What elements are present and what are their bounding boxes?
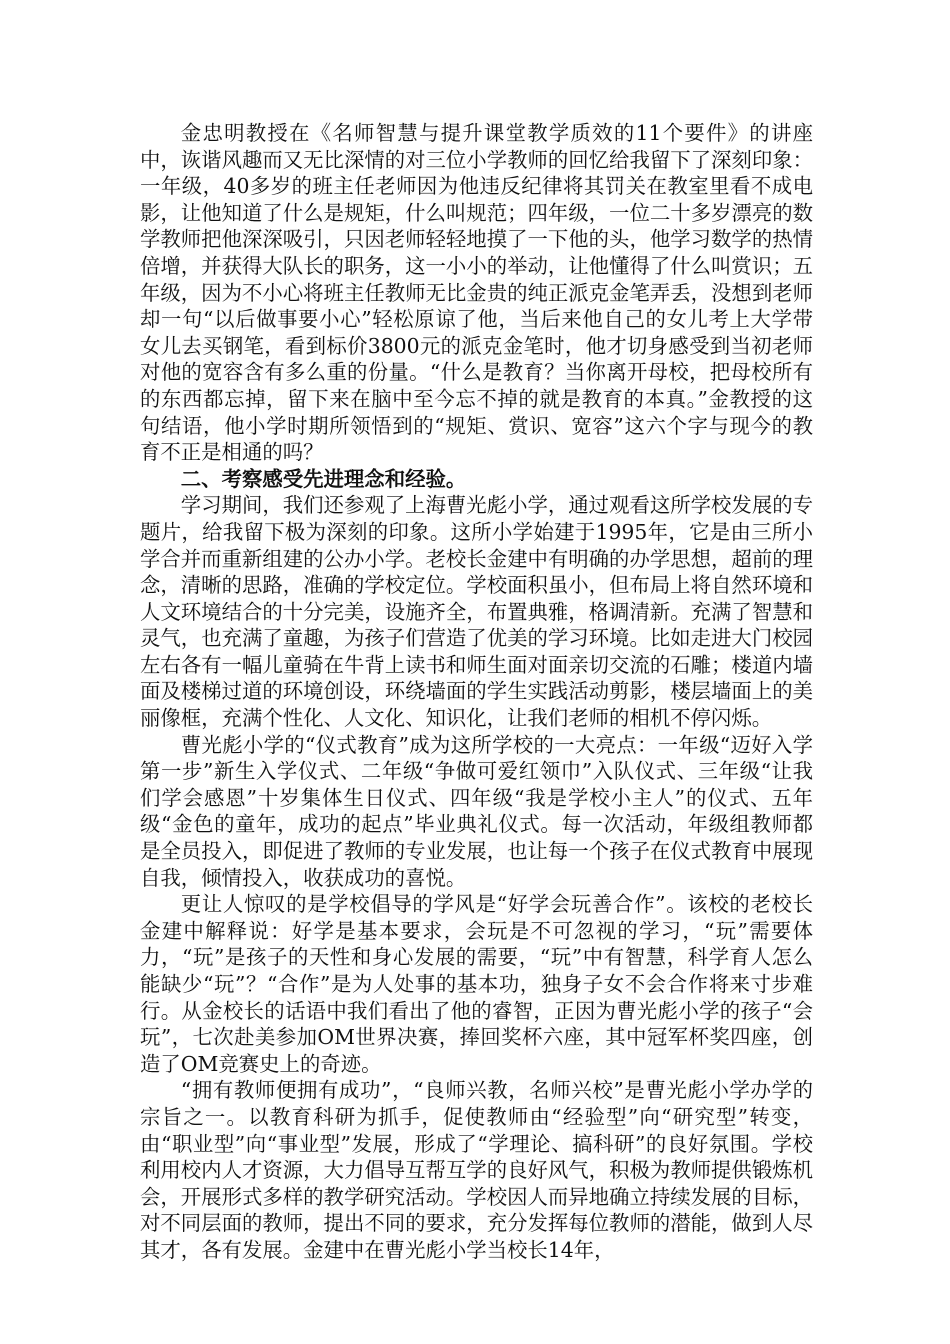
paragraph-teacher-development: “拥有教师便拥有成功”，“良师兴教，名师兴校”是曹光彪小学办学的宗旨之一。以教育科研为抓手，促使教师由“经验型”向“研究型”转变，由“职业型”向“事业型”发展，形成了“学理论、搞科研”的良好氛围。学校利用校内人才资源，大力倡导互帮互学的良好风气，积极为教师提供锻炼机会，开展形式多样的教学研究活动。学校因人而异地确立持续发展的目标，对不同层面的教师，提出不同的要求，充分发挥每位教师的潜能，做到人尽其才，各有发展。金建中在曹光彪小学当校长14年， [140, 1078, 813, 1262]
paragraph-ceremony-education: 曹光彪小学的“仪式教育”成为这所学校的一大亮点：一年级“迈好入学第一步”新生入学仪式、二年级“争做可爱红领巾”入队仪式、三年级“让我们学会感恩”十岁集体生日仪式、四年级“我是学校小主人”的仪式、五年级“金色的童年，成功的起点”毕业典礼仪式。每一次活动，年级组教师都是全员投入，即促进了教师的专业发展，也让每一个孩子在仪式教育中展现自我，倾情投入，收获成功的喜悦。 [140, 732, 813, 890]
paragraph-school-visit: 学习期间，我们还参观了上海曹光彪小学，通过观看这所学校发展的专题片，给我留下极为深刻的印象。这所小学始建于1995年，它是由三所小学合并而重新组建的公办小学。老校长金建中有明确的办学思想，超前的理念，清晰的思路，准确的学校定位。学校面积虽小，但布局上将自然环境和人文环境结合的十分完美，设施齐全，布置典雅，格调清新。充满了智慧和灵气，也充满了童趣，为孩子们营造了优美的学习环境。比如走进大门校园左右各有一幅儿童骑在牛背上读书和师生面对面亲切交流的石雕；楼道内墙面及楼梯过道的环境创设，环绕墙面的学生实践活动剪影，楼层墙面上的美丽像框，充满个性化、人文化、知识化，让我们老师的相机不停闪烁。 [140, 493, 813, 731]
paragraph-lecture-reflection: 金忠明教授在《名师智慧与提升课堂教学质效的11个要件》的讲座中，诙谐风趣而又无比深情的对三位小学教师的回忆给我留下了深刻印象：一年级，40多岁的班主任老师因为他违反纪律将其罚关在教室里看不成电影，让他知道了什么是规矩，什么叫规范；四年级，一位二十多岁漂亮的数学教师把他深深吸引，只因老师轻轻地摸了一下他的头，他学习数学的热情倍增，并获得大队长的职务，这一小小的举动，让他懂得了什么叫赏识；五年级，因为不小心将班主任教师无比金贵的纯正派克金笔弄丢，没想到老师却一句“以后做事要小心”轻松原谅了他，当后来他自己的女儿考上大学带女儿去买钢笔，看到标价3800元的派克金笔时，他才切身感受到当初老师对他的宽容含有多么重的份量。“什么是教育？当你离开母校，把母校所有的东西都忘掉，留下来在脑中至今忘不掉的就是教育的本真。”金教授的这句结语，他小学时期所领悟到的“规矩、赏识、宽容”这六个字与现今的教育不正是相通的吗？ [140, 121, 813, 465]
document-page [140, 120, 813, 1264]
paragraph-study-style: 更让人惊叹的是学校倡导的学风是“好学会玩善合作”。该校的老校长金建中解释说：好学是基本要求，会玩是不可忽视的学习，“玩”需要体力，“玩”是孩子的天性和身心发展的需要，“玩”中有智慧，科学育人怎么能缺少“玩”？“合作”是为人处事的基本功，独身子女不会合作将来寸步难行。从金校长的话语中我们看出了他的睿智，正因为曹光彪小学的孩子“会玩”，七次赴美参加OM世界决赛，捧回奖杯六座，其中冠军杯奖四座，创造了OM竞赛史上的奇迹。 [140, 892, 813, 1076]
section-heading: 二、考察感受先进理念和经验。 [180, 466, 467, 491]
